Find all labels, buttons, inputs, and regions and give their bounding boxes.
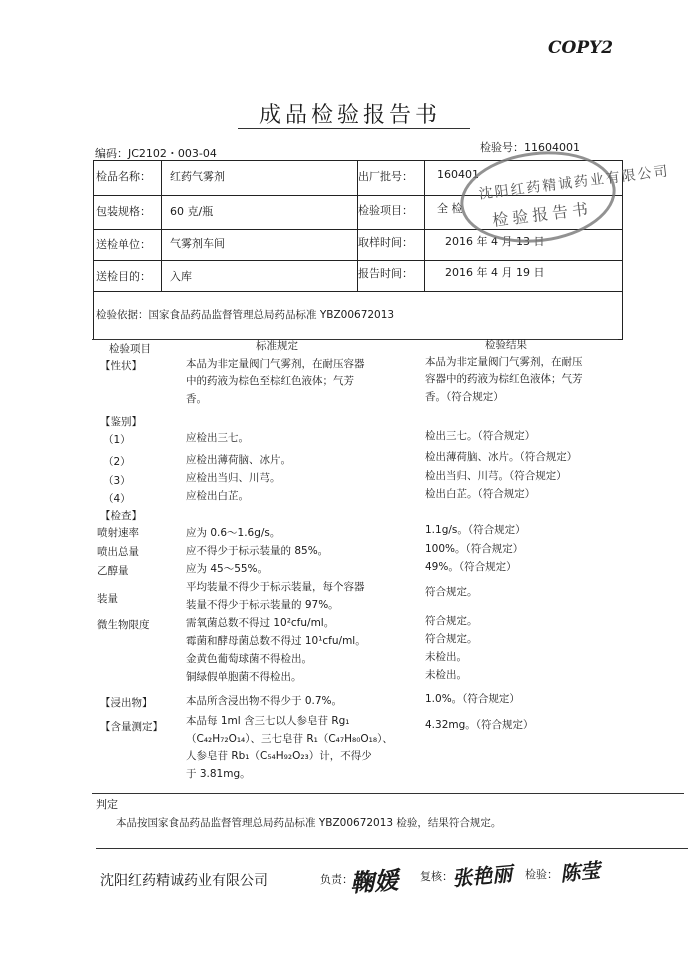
row-standard: 应检出三七。 [186, 432, 249, 444]
row-standard: 香。 [186, 393, 207, 405]
row-item: 乙醇量 [97, 565, 129, 577]
sample-date-label: 取样时间： [358, 236, 413, 249]
title-underline [238, 128, 470, 129]
row-standard: 本品为非定量阀门气雾剂，在耐压容器 [186, 358, 365, 370]
row-result: 100%。（符合规定） [425, 543, 524, 555]
row-result: 检出薄荷脑、冰片。（符合规定） [425, 451, 578, 463]
responsible-label: 负责： [320, 873, 353, 886]
row-item: 【性状】 [100, 360, 142, 372]
row-standard: 铜绿假单胞菌不得检出。 [186, 671, 302, 683]
divider [92, 339, 618, 340]
column-standard: 标准规定 [256, 340, 298, 352]
company-name: 沈阳红药精诚药业有限公司 [100, 873, 268, 889]
row-standard: 本品每 1ml 含三七以人参皂苷 Rg₁ [186, 715, 350, 727]
report-date-label: 报告时间： [358, 267, 413, 280]
stamp-report-text: 检验报告书 [491, 198, 593, 231]
row-standard: 平均装量不得少于标示装量，每个容器 [186, 581, 365, 593]
row-standard: 应不得少于标示装量的 85%。 [186, 545, 329, 557]
row-item: （1） [103, 434, 131, 446]
product-name-label: 检品名称： [96, 170, 151, 183]
row-item: （2） [103, 456, 131, 468]
inspector-label: 检验： [525, 868, 558, 881]
reviewer-signature: 张艳丽 [451, 861, 514, 891]
row-standard: 应为 45～55%。 [186, 563, 269, 575]
row-standard: 应检出薄荷脑、冰片。 [186, 454, 291, 466]
section-heading: 【检查】 [100, 510, 142, 522]
row-result: 符合规定。 [425, 615, 478, 627]
row-standard: 装量不得少于标示装量的 97%。 [186, 599, 339, 611]
product-name-value: 红药气雾剂 [170, 170, 225, 183]
items-value: 全 检 [437, 202, 463, 215]
row-standard: 中的药液为棕色至棕红色液体；气芳 [186, 375, 354, 387]
row-standard: 霉菌和酵母菌总数不得过 10¹cfu/ml。 [186, 635, 366, 647]
responsible-signature: 鞠媛 [349, 865, 400, 898]
row-standard: 应检出白芷。 [186, 490, 249, 502]
reviewer-label: 复核： [420, 870, 453, 883]
items-label: 检验项目： [358, 204, 413, 217]
row-standard: （C₄₂H₇₂O₁₄）、三七皂苷 R₁（C₄₇H₈₀O₁₈）、 [186, 733, 393, 745]
report-date-value: 2016 年 4 月 19 日 [445, 266, 545, 279]
row-result: 检出当归、川芎。（符合规定） [425, 470, 567, 482]
row-item: 喷出总量 [97, 546, 139, 558]
inspector-signature: 陈莹 [559, 857, 602, 887]
spec-label: 包装规格： [96, 205, 151, 218]
row-result: 未检出。 [425, 669, 467, 681]
footer-divider [96, 848, 688, 849]
row-standard: 应检出当归、川芎。 [186, 472, 281, 484]
row-result: 1.1g/s。（符合规定） [425, 524, 526, 536]
row-result: 符合规定。 [425, 586, 478, 598]
sample-date-value: 2016 年 4 月 13 日 [445, 235, 545, 248]
batch-label: 出厂批号： [358, 170, 413, 183]
report-number: 检验号：11604001 [480, 141, 580, 154]
row-standard: 应为 0.6～1.6g/s。 [186, 527, 281, 539]
purpose-value: 入库 [170, 270, 192, 283]
row-result: 检出白芷。（符合规定） [425, 488, 536, 500]
judgement-label: 判定 [96, 798, 118, 811]
column-result: 检验结果 [485, 339, 527, 351]
row-item: 【浸出物】 [100, 697, 153, 709]
report-title: 成品检验报告书 [258, 103, 441, 128]
row-standard: 需氧菌总数不得过 10²cfu/ml。 [186, 617, 335, 629]
judgement-divider [92, 793, 684, 794]
row-item: （3） [103, 475, 131, 487]
row-result: 检出三七。（符合规定） [425, 430, 536, 442]
batch-value: 160401 [437, 168, 479, 181]
judgement-text: 本品按国家食品药品监督管理总局药品标准 YBZ00672013 检验，结果符合规定。 [116, 817, 502, 829]
spec-value: 60 克/瓶 [170, 205, 214, 218]
row-result: 符合规定。 [425, 633, 478, 645]
section-heading: 【鉴别】 [100, 416, 142, 428]
row-standard: 于 3.81mg。 [186, 768, 251, 780]
row-standard: 人参皂苷 Rb₁（C₅₄H₉₂O₂₃）计，不得少 [186, 750, 372, 762]
row-standard: 金黄色葡萄球菌不得检出。 [186, 653, 312, 665]
row-item: 喷射速率 [97, 527, 139, 539]
column-item: 检验项目 [109, 343, 151, 355]
row-result: 49%。（符合规定） [425, 561, 517, 573]
row-item: 装量 [97, 593, 118, 605]
row-result: 香。（符合规定） [425, 391, 504, 403]
row-item: 微生物限度 [97, 619, 150, 631]
inspection-basis: 检验依据：国家食品药品监督管理总局药品标准 YBZ00672013 [96, 309, 395, 321]
row-result: 1.0%。（符合规定） [425, 693, 520, 705]
document-code: 编码：JC2102・003-04 [95, 147, 217, 160]
row-result: 本品为非定量阀门气雾剂，在耐压 [425, 356, 583, 368]
unit-value: 气雾剂车间 [170, 237, 225, 250]
row-result: 未检出。 [425, 651, 467, 663]
stamp-company-text: 沈阳红药精诚药业有限公司 [477, 163, 671, 203]
row-item: 【含量测定】 [100, 721, 163, 733]
copy-annotation: COPY2 [548, 38, 614, 58]
purpose-label: 送检目的： [96, 270, 151, 283]
row-result: 4.32mg。（符合规定） [425, 719, 534, 731]
row-item: （4） [103, 493, 131, 505]
row-result: 容器中的药液为棕红色液体；气芳 [425, 373, 583, 385]
row-standard: 本品所含浸出物不得少于 0.7%。 [186, 695, 343, 707]
unit-label: 送检单位： [96, 238, 151, 251]
